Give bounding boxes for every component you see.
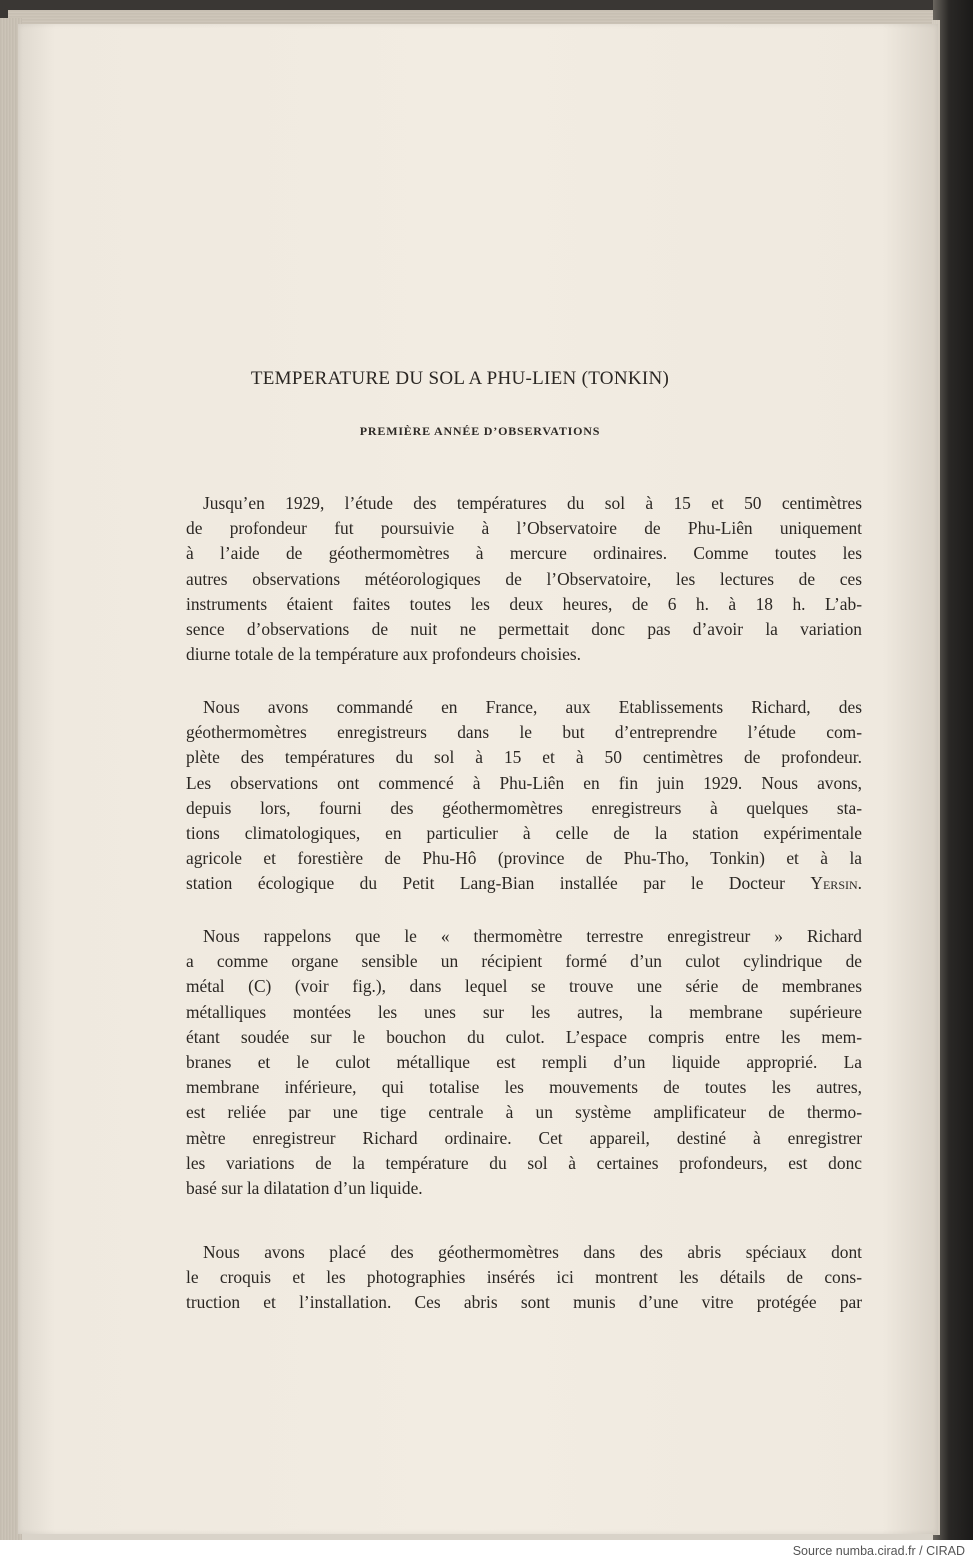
text-line: Nous avons placé des géothermomètres dans des abris spéciaux dont [203, 1242, 862, 1262]
text-line: Jusqu’en 1929, l’étude des températures du sol à 15 et 50 centimètres [203, 493, 862, 513]
paragraph-4 [186, 1240, 862, 1316]
text-line: depuis lors, fourni des géothermomètres enregistreurs à quelques sta- [186, 797, 862, 818]
text-line: tions climatologiques, en particulier à celle de la station expérimentale [186, 822, 862, 843]
paragraph-3 [186, 924, 862, 1201]
text-line: Nous avons commandé en France, aux Etablissements Richard, des [203, 697, 862, 717]
text-line: a comme organe sensible un récipient formé d’un culot cylindrique de [186, 951, 862, 972]
paragraph-1 [186, 491, 862, 667]
article-subtitle: PREMIÈRE ANNÉE D’OBSERVATIONS [359, 424, 601, 438]
text-line: géothermomètres enregistreurs dans le but d’entreprendre l’étude com- [186, 722, 862, 743]
text-line: les variations de la température du sol à certaines profondeurs, est donc [186, 1152, 862, 1173]
text-line: étant soudée sur le bouchon du culot. L’espace compris entre les mem- [186, 1026, 862, 1047]
text-line: est reliée par une tige centrale à un système amplificateur de thermo- [186, 1102, 862, 1123]
text-line: agricole et forestière de Phu-Hô (province de Phu-Tho, Tonkin) et à la [186, 848, 862, 869]
article-title: TEMPERATURE DU SOL A PHU-LIEN (TONKIN) [250, 368, 670, 389]
text-line: Les observations ont commencé à Phu-Liên en fin juin 1929. Nous avons, [186, 772, 862, 793]
text-line: sence d’observations de nuit ne permettait donc pas d’avoir la variation [186, 618, 862, 639]
text-line: métal (C) (voir fig.), dans lequel se trouve une série de membranes [186, 976, 862, 997]
text-line: le croquis et les photographies insérés ici montrent les détails de cons- [186, 1267, 862, 1288]
text-line: mètre enregistreur Richard ordinaire. Cet appareil, destiné à enregistrer [186, 1127, 862, 1148]
text-line-start: station écologique du Petit Lang-Bian installée par le Docteur [186, 873, 811, 894]
text-line: truction et l’installation. Ces abris sont munis d’une vitre protégée par [186, 1292, 862, 1313]
text-line-with-author [186, 871, 862, 896]
text-line: basé sur la dilatation d’un liquide. [186, 1177, 423, 1198]
text-line: Nous rappelons que le « thermomètre terrestre enregistreur » Richard [203, 926, 862, 946]
text-line: diurne totale de la température aux profondeurs choisies. [186, 644, 582, 665]
author-name: Yersin. [810, 873, 862, 894]
paragraph-2 [186, 695, 862, 897]
text-line: branes et le culot métallique est rempli d’un liquide approprié. La [186, 1051, 862, 1072]
text-line: instruments étaient faites toutes les deux heures, de 6 h. à 18 h. L’ab- [186, 593, 862, 614]
text-line: plète des températures du sol à 15 et à 50 centimètres de profondeur. [186, 747, 862, 768]
text-line: à l’aide de géothermomètres à mercure ordinaires. Comme toutes les [186, 543, 862, 564]
source-credit: Source numba.cirad.fr / CIRAD [792, 1544, 965, 1558]
text-line: membrane inférieure, qui totalise les mouvements de toutes les autres, [186, 1077, 862, 1098]
text-line: métalliques montées les unes sur les autres, la membrane supérieure [186, 1001, 862, 1022]
text-line: autres observations météorologiques de l’Observatoire, les lectures de ces [186, 568, 862, 589]
text-line: de profondeur fut poursuivie à l’Observatoire de Phu-Liên uniquement [186, 518, 862, 539]
